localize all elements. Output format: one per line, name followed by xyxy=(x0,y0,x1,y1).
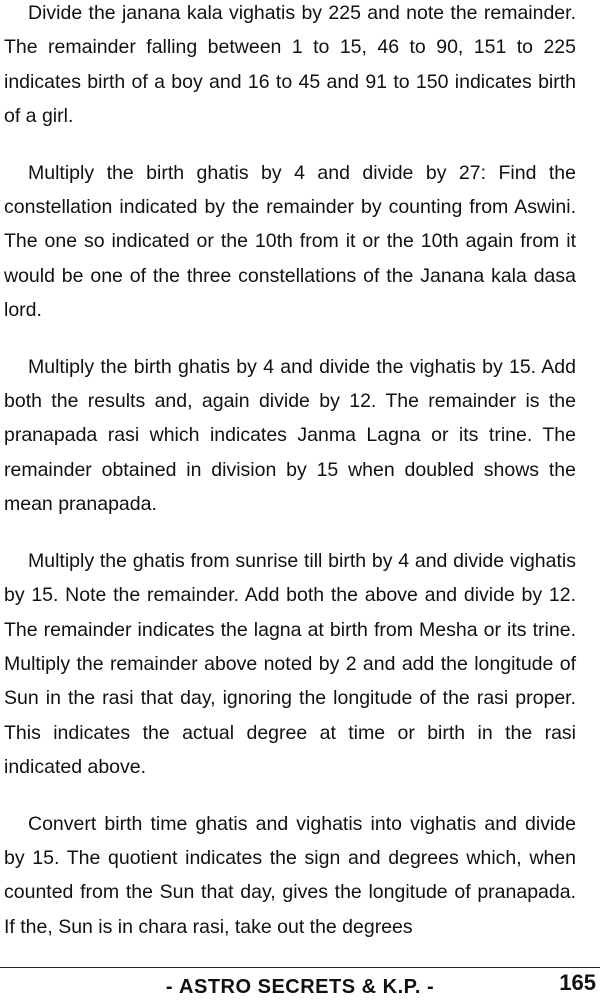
paragraph-pranapada-longitude: Convert birth time ghatis and vighatis into vighatis and divide by 15. The quotient indicates the sign and degrees which, when counted from the Sun that day, gives the longitude of pranapada. If the, Sun is in chara rasi, take out the degrees xyxy=(4,812,576,938)
paragraph-constellation: Multiply the birth ghatis by 4 and divide by 27: Find the constellation indicated by the remainder by counting from Aswini. The one so indicated or the 10th from it or the 10th again from it would be one of the three constellations of the Janana kala dasa lord. xyxy=(4,161,576,322)
paragraph-lagna-at-birth: Multiply the ghatis from sunrise till birth by 4 and divide vighatis by 15. Note the remainder. Add both the above and divide by 12. The remainder indicates the lagna at birth from Mesha or its trine. Multiply the remainder above noted by 2 and add the longitude of Sun in the rasi that day, ignoring the longitude of the rasi proper. This indicates the actual degree at time or birth in the rasi indicated above. xyxy=(4,549,576,779)
footer-divider xyxy=(0,967,600,968)
page-number: 165 xyxy=(559,970,596,995)
paragraph-pranapada-rasi: Multiply the birth ghatis by 4 and divide the vighatis by 15. Add both the results and, again divide by 12. The remainder is the pranapada rasi which indicates Janma Lagna or its trine. The remainder obtained in division by 15 when doubled shows the mean pranapada. xyxy=(4,355,576,516)
footer-book-title: ASTRO SECRETS & K.P. xyxy=(179,976,421,998)
page-body xyxy=(4,0,576,966)
paragraph-sex-determination: Divide the janana kala vighatis by 225 and note the remainder. The remainder falling between 1 to 15, 46 to 90, 151 to 225 indicates birth of a boy and 16 to 45 and 91 to 150 indicates birth of a girl. xyxy=(4,2,576,128)
footer-dash-right: - xyxy=(426,976,435,998)
footer-dash-left: - xyxy=(165,976,174,998)
running-footer-title xyxy=(0,976,600,999)
